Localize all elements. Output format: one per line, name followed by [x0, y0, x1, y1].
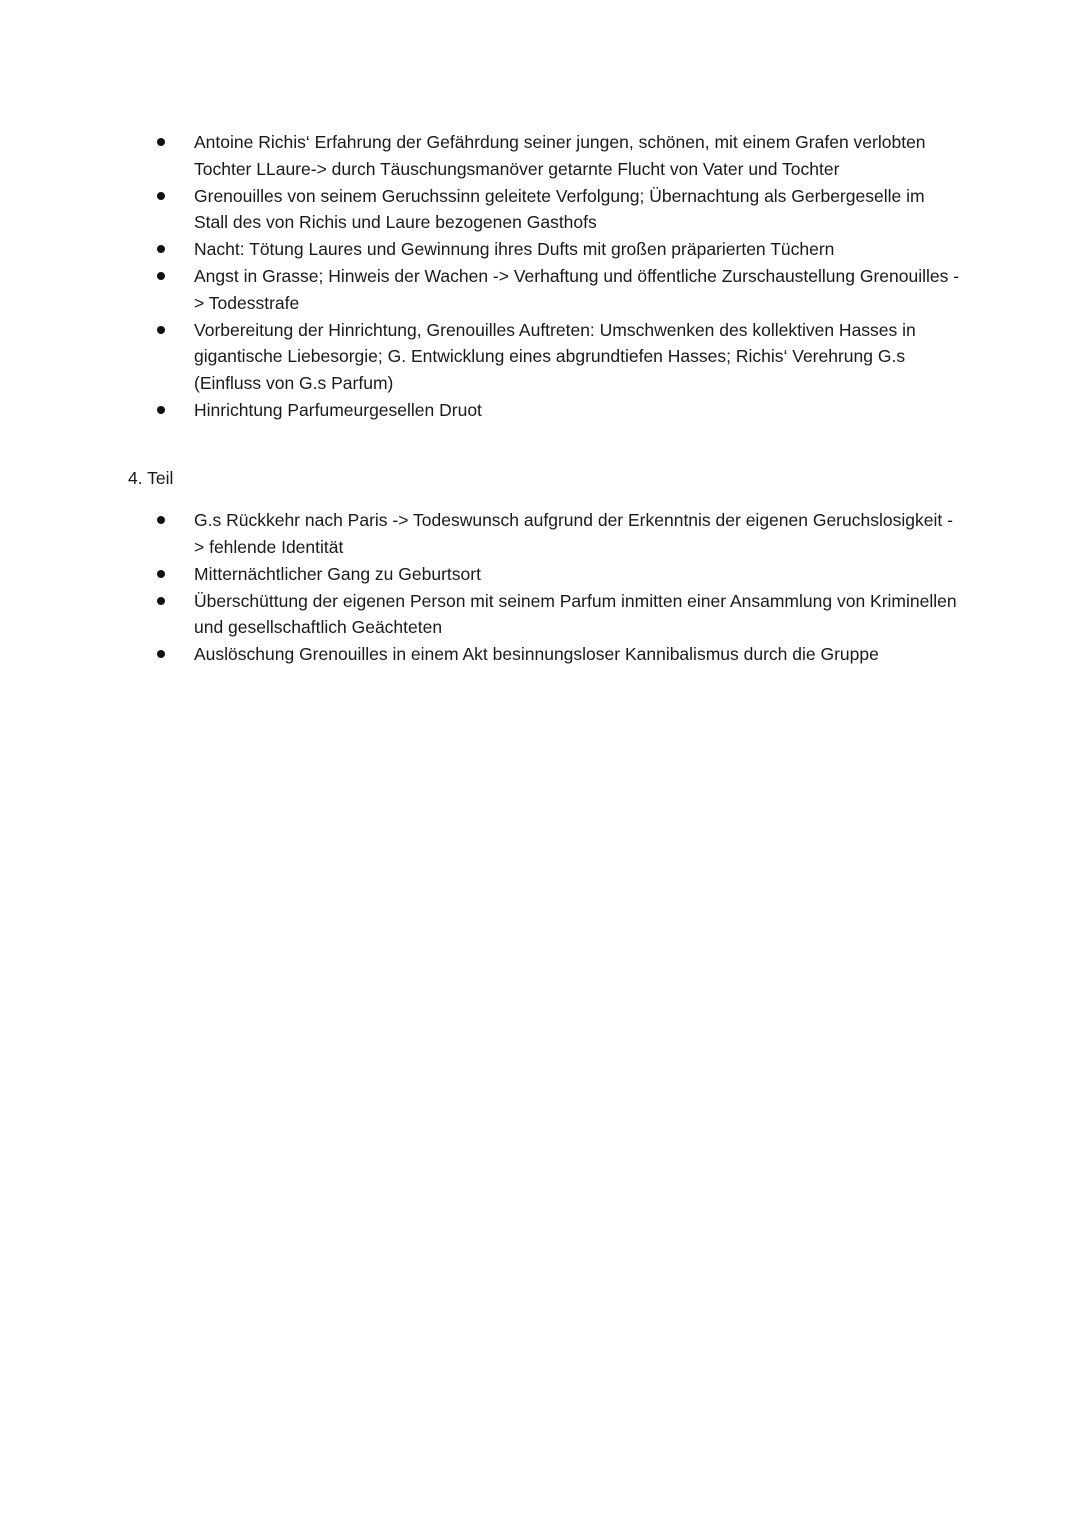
bullet-icon [157, 192, 165, 200]
list-item-text: G.s Rückkehr nach Paris -> Todeswunsch aufgrund der Erkenntnis der eigenen Geruchslosigkeit -> fehlende Identität [194, 510, 953, 557]
list-item [0, 561, 1080, 588]
bullet-icon [157, 272, 165, 280]
list-item [0, 129, 1080, 182]
list-item-text: Angst in Grasse; Hinweis der Wachen -> Verhaftung und öffentliche Zurschaustellung Grenouilles -> Todesstrafe [194, 266, 960, 313]
list-item [0, 507, 1080, 560]
bullet-icon [157, 516, 165, 524]
list-item-text: Mitternächtlicher Gang zu Geburtsort [194, 563, 481, 584]
list-item [0, 397, 1080, 424]
list-item-text: Überschüttung der eigenen Person mit seinem Parfum inmitten einer Ansammlung von Kriminellen und gesellschaftlich Geächteten [194, 590, 957, 637]
list-item [0, 641, 1080, 668]
bullet-icon [157, 597, 165, 605]
list-item [0, 183, 1080, 236]
bullet-icon [157, 570, 165, 578]
list-item-text: Hinrichtung Parfumeurgesellen Druot [194, 399, 482, 420]
bullet-icon [157, 138, 165, 146]
bullet-icon [157, 650, 165, 658]
list-item [0, 317, 1080, 397]
bullet-icon [157, 326, 165, 334]
list-item [0, 588, 1080, 641]
list-item-text: Auslöschung Grenouilles in einem Akt besinnungsloser Kannibalismus durch die Gruppe [194, 644, 879, 664]
section-heading-part4: 4. Teil [128, 468, 174, 488]
list-item-text: Vorbereitung der Hinrichtung, Grenouilles Auftreten: Umschwenken des kollektiven Hasses in gigantische Liebesorgie; G. Entwicklung eines abgrundtiefen Hasses; Richis‘ Verehrung G.s (Einfluss von G.s Parfum) [194, 319, 916, 393]
part4-bullet-list [0, 507, 1080, 668]
list-item [0, 263, 1080, 316]
bullet-icon [157, 245, 165, 253]
list-item [0, 236, 1080, 263]
bullet-icon [157, 406, 165, 414]
list-item-text: Grenouilles von seinem Geruchssinn geleitete Verfolgung; Übernachtung als Gerbergeselle im Stall des von Richis und Laure bezogenen Gasthofs [194, 185, 925, 232]
list-item-text: Antoine Richis‘ Erfahrung der Gefährdung seiner jungen, schönen, mit einem Grafen verlobten Tochter LLaure-> durch Täuschungsmanöver getarnte Flucht von Vater und Tochter [194, 132, 926, 179]
list-item-text: Nacht: Tötung Laures und Gewinnung ihres Dufts mit großen präparierten Tüchern [194, 239, 835, 259]
part3-bullet-list [0, 129, 1080, 424]
